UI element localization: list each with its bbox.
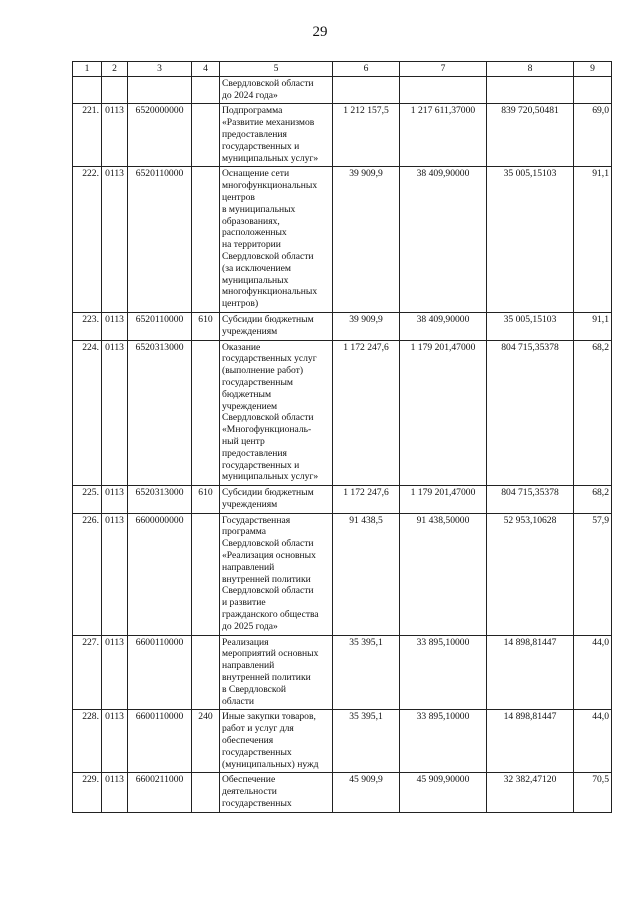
header-cell: 9 [574, 62, 612, 77]
executed-amount-cell: 14 898,81447 [487, 635, 574, 710]
executed-amount-cell: 14 898,81447 [487, 710, 574, 773]
percent-cell: 44,0 [574, 635, 612, 710]
planned-amount-cell: 39 909,9 [333, 312, 400, 340]
executed-amount-cell: 52 953,10628 [487, 513, 574, 635]
table-row [73, 710, 612, 773]
percent-cell: 91,1 [574, 167, 612, 313]
refined-amount-cell: 33 895,10000 [400, 710, 487, 773]
refined-amount-cell [400, 76, 487, 104]
row-number-cell: 221. [73, 104, 102, 167]
target-code-cell: 6520000000 [128, 104, 192, 167]
budget-table [72, 61, 612, 813]
table-row [73, 312, 612, 340]
item-name-cell: Обеспечение деятельности государственных [220, 773, 333, 812]
table-row [73, 635, 612, 710]
table-row [73, 486, 612, 514]
planned-amount-cell: 1 172 247,6 [333, 340, 400, 486]
expense-type-cell: 610 [192, 486, 220, 514]
header-cell: 8 [487, 62, 574, 77]
executed-amount-cell: 804 715,35378 [487, 340, 574, 486]
item-name-cell: Государственная программа Свердловской области «Реализация основных направлений внутренней политики Свердловской области и развитие гражданского общества до 2025 года» [220, 513, 333, 635]
table-row [73, 773, 612, 812]
refined-amount-cell: 33 895,10000 [400, 635, 487, 710]
section-code-cell: 0113 [102, 104, 128, 167]
target-code-cell: 6600110000 [128, 710, 192, 773]
refined-amount-cell: 1 179 201,47000 [400, 340, 487, 486]
header-row [73, 62, 612, 77]
percent-cell: 68,2 [574, 340, 612, 486]
expense-type-cell [192, 76, 220, 104]
header-cell: 7 [400, 62, 487, 77]
percent-cell: 44,0 [574, 710, 612, 773]
header-cell: 5 [220, 62, 333, 77]
percent-cell: 57,9 [574, 513, 612, 635]
refined-amount-cell: 1 179 201,47000 [400, 486, 487, 514]
item-name-cell: Реализация мероприятий основных направлений внутренней политики в Свердловской области [220, 635, 333, 710]
executed-amount-cell [487, 76, 574, 104]
percent-cell: 68,2 [574, 486, 612, 514]
section-code-cell: 0113 [102, 486, 128, 514]
expense-type-cell [192, 513, 220, 635]
percent-cell [574, 76, 612, 104]
table-row [73, 76, 612, 104]
planned-amount-cell: 91 438,5 [333, 513, 400, 635]
target-code-cell: 6520313000 [128, 486, 192, 514]
target-code-cell: 6600110000 [128, 635, 192, 710]
section-code-cell: 0113 [102, 773, 128, 812]
header-cell: 3 [128, 62, 192, 77]
table-body [73, 76, 612, 812]
percent-cell: 70,5 [574, 773, 612, 812]
expense-type-cell [192, 104, 220, 167]
target-code-cell: 6600211000 [128, 773, 192, 812]
expense-type-cell [192, 773, 220, 812]
section-code-cell: 0113 [102, 167, 128, 313]
executed-amount-cell: 35 005,15103 [487, 167, 574, 313]
item-name-cell: Субсидии бюджетным учреждениям [220, 312, 333, 340]
header-cell: 2 [102, 62, 128, 77]
executed-amount-cell: 32 382,47120 [487, 773, 574, 812]
table-row [73, 340, 612, 486]
percent-cell: 91,1 [574, 312, 612, 340]
page-number: 29 [312, 24, 328, 40]
refined-amount-cell: 1 217 611,37000 [400, 104, 487, 167]
section-code-cell: 0113 [102, 340, 128, 486]
planned-amount-cell: 1 172 247,6 [333, 486, 400, 514]
executed-amount-cell: 804 715,35378 [487, 486, 574, 514]
planned-amount-cell: 1 212 157,5 [333, 104, 400, 167]
table-header [73, 62, 612, 77]
header-cell: 6 [333, 62, 400, 77]
planned-amount-cell: 45 909,9 [333, 773, 400, 812]
target-code-cell: 6520313000 [128, 340, 192, 486]
table-row [73, 167, 612, 313]
header-cell: 1 [73, 62, 102, 77]
item-name-cell: Иные закупки товаров, работ и услуг для обеспечения государственных (муниципальных) нужд [220, 710, 333, 773]
expense-type-cell: 240 [192, 710, 220, 773]
section-code-cell: 0113 [102, 710, 128, 773]
expense-type-cell [192, 167, 220, 313]
section-code-cell [102, 76, 128, 104]
item-name-cell: Подпрограмма «Развитие механизмов предоставления государственных и муниципальных услуг» [220, 104, 333, 167]
item-name-cell: Свердловской области до 2024 года» [220, 76, 333, 104]
row-number-cell: 228. [73, 710, 102, 773]
target-code-cell: 6520110000 [128, 312, 192, 340]
planned-amount-cell [333, 76, 400, 104]
row-number-cell: 224. [73, 340, 102, 486]
target-code-cell: 6520110000 [128, 167, 192, 313]
item-name-cell: Оснащение сети многофункциональных центров в муниципальных образованиях, расположенных на территории Свердловской области (за исключением муниципальных многофункциональных центров) [220, 167, 333, 313]
executed-amount-cell: 839 720,50481 [487, 104, 574, 167]
refined-amount-cell: 38 409,90000 [400, 312, 487, 340]
refined-amount-cell: 38 409,90000 [400, 167, 487, 313]
target-code-cell: 6600000000 [128, 513, 192, 635]
refined-amount-cell: 91 438,50000 [400, 513, 487, 635]
planned-amount-cell: 35 395,1 [333, 710, 400, 773]
row-number-cell: 229. [73, 773, 102, 812]
section-code-cell: 0113 [102, 635, 128, 710]
header-cell: 4 [192, 62, 220, 77]
refined-amount-cell: 45 909,90000 [400, 773, 487, 812]
expense-type-cell [192, 635, 220, 710]
percent-cell: 69,0 [574, 104, 612, 167]
section-code-cell: 0113 [102, 312, 128, 340]
row-number-cell: 223. [73, 312, 102, 340]
item-name-cell: Оказание государственных услуг (выполнение работ) государственным бюджетным учреждением Свердловской области «Многофункциональ- ный центр предоставления государственных и муниципальных услуг» [220, 340, 333, 486]
expense-type-cell [192, 340, 220, 486]
row-number-cell [73, 76, 102, 104]
row-number-cell: 222. [73, 167, 102, 313]
planned-amount-cell: 39 909,9 [333, 167, 400, 313]
row-number-cell: 226. [73, 513, 102, 635]
expense-type-cell: 610 [192, 312, 220, 340]
row-number-cell: 225. [73, 486, 102, 514]
table-row [73, 104, 612, 167]
table-row [73, 513, 612, 635]
item-name-cell: Субсидии бюджетным учреждениям [220, 486, 333, 514]
row-number-cell: 227. [73, 635, 102, 710]
section-code-cell: 0113 [102, 513, 128, 635]
planned-amount-cell: 35 395,1 [333, 635, 400, 710]
target-code-cell [128, 76, 192, 104]
executed-amount-cell: 35 005,15103 [487, 312, 574, 340]
